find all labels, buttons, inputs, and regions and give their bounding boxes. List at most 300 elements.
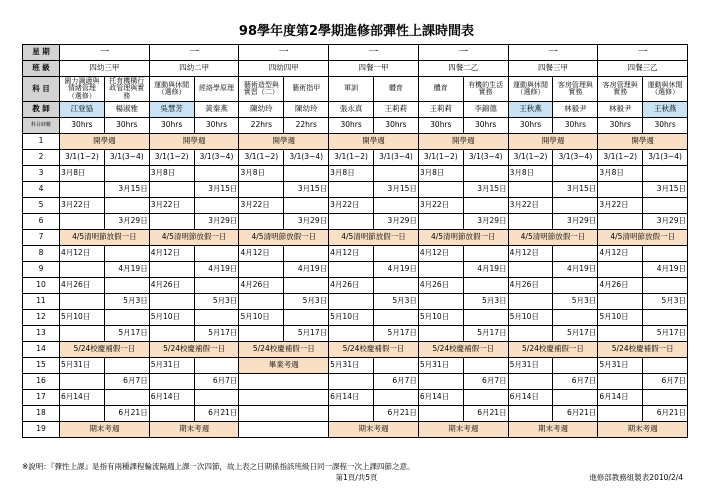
- date-cell: 3月8日: [508, 166, 553, 182]
- weekday-cell: 一: [60, 45, 150, 61]
- teacher-cell: 王莉莉: [374, 102, 419, 118]
- table-row: [23, 214, 688, 230]
- hours-cell: 30hrs: [374, 118, 419, 134]
- date-cell: 6月7日: [194, 374, 239, 390]
- weekday-row: [23, 45, 688, 61]
- blank-cell: [239, 390, 329, 406]
- date-cell: 4月19日: [553, 262, 598, 278]
- date-cell: 3月15日: [374, 182, 419, 198]
- date-cell: 6月7日: [463, 374, 508, 390]
- empty-cell: [149, 182, 194, 198]
- row-number: 4: [23, 182, 60, 198]
- schedule-table: [22, 44, 688, 438]
- empty-cell: [418, 326, 463, 342]
- teacher-cell: 陳幼玲: [239, 102, 284, 118]
- date-cell: 6月21日: [463, 406, 508, 422]
- empty-cell: [149, 374, 194, 390]
- class-cell: 四餐三甲: [508, 61, 598, 77]
- date-cell: 3/1(3~4): [553, 150, 598, 166]
- date-cell: 4月12日: [418, 246, 463, 262]
- empty-cell: [598, 326, 643, 342]
- date-cell: 5月17日: [374, 326, 419, 342]
- table-row: [23, 134, 688, 150]
- weekday-cell: 一: [418, 45, 508, 61]
- date-cell: 5月3日: [284, 294, 329, 310]
- weekday-cell: 一: [149, 45, 239, 61]
- date-cell: 3月15日: [553, 182, 598, 198]
- date-cell: 6月21日: [104, 406, 149, 422]
- empty-cell: [463, 358, 508, 374]
- table-row: [23, 326, 688, 342]
- subject-label: 科 目: [23, 77, 60, 102]
- table-row: [23, 230, 688, 246]
- date-cell: 4月19日: [194, 262, 239, 278]
- empty-cell: [104, 390, 149, 406]
- date-cell: 4月19日: [284, 262, 329, 278]
- teacher-cell: 王秋燕: [508, 102, 553, 118]
- date-cell: 5月31日: [508, 358, 553, 374]
- empty-cell: [508, 294, 553, 310]
- empty-cell: [60, 182, 105, 198]
- empty-cell: [374, 246, 419, 262]
- table-row: [23, 374, 688, 390]
- teacher-cell: 王秋燕: [643, 102, 688, 118]
- event-cell: 期末考週: [329, 422, 419, 438]
- empty-cell: [329, 406, 374, 422]
- hours-cell: 30hrs: [104, 118, 149, 134]
- date-cell: 4月12日: [508, 246, 553, 262]
- empty-cell: [239, 262, 284, 278]
- date-cell: 3月8日: [418, 166, 463, 182]
- empty-cell: [149, 326, 194, 342]
- teacher-cell: 王莉莉: [418, 102, 463, 118]
- event-cell: 期末考週: [149, 422, 239, 438]
- date-cell: 4月19日: [643, 262, 688, 278]
- empty-cell: [60, 214, 105, 230]
- empty-cell: [508, 182, 553, 198]
- empty-cell: [463, 310, 508, 326]
- page-title: 98學年度第2學期進修部彈性上課時間表: [238, 24, 475, 39]
- date-cell: 5月10日: [239, 310, 284, 326]
- event-cell: 開學週: [418, 134, 508, 150]
- empty-cell: [598, 374, 643, 390]
- class-cell: 四幼二甲: [149, 61, 239, 77]
- date-cell: 3月29日: [463, 214, 508, 230]
- date-cell: 4月26日: [239, 278, 284, 294]
- empty-cell: [284, 310, 329, 326]
- row-number: 5: [23, 198, 60, 214]
- teacher-cell: 江登協: [60, 102, 105, 118]
- empty-cell: [598, 294, 643, 310]
- date-cell: 3月22日: [239, 198, 284, 214]
- date-cell: 4月12日: [60, 246, 105, 262]
- event-cell: 4/5清明節放假一日: [329, 230, 419, 246]
- blank-cell: [239, 374, 329, 390]
- table-row: [23, 422, 688, 438]
- hours-cell: 30hrs: [598, 118, 643, 134]
- empty-cell: [643, 390, 688, 406]
- empty-cell: [643, 246, 688, 262]
- date-cell: 5月31日: [60, 358, 105, 374]
- event-cell: 5/24校慶補假一日: [329, 342, 419, 358]
- date-cell: 3/1(1~2): [329, 150, 374, 166]
- date-cell: 5月10日: [418, 310, 463, 326]
- empty-cell: [329, 326, 374, 342]
- table-row: [23, 182, 688, 198]
- empty-cell: [284, 246, 329, 262]
- row-number: 7: [23, 230, 60, 246]
- date-cell: 3月29日: [194, 214, 239, 230]
- date-cell: 4月26日: [418, 278, 463, 294]
- table-row: [23, 278, 688, 294]
- empty-cell: [598, 406, 643, 422]
- empty-cell: [508, 406, 553, 422]
- empty-cell: [60, 406, 105, 422]
- date-cell: 5月17日: [643, 326, 688, 342]
- row-number: 13: [23, 326, 60, 342]
- empty-cell: [194, 310, 239, 326]
- empty-cell: [149, 294, 194, 310]
- event-cell: 開學週: [598, 134, 688, 150]
- empty-cell: [329, 214, 374, 230]
- date-cell: 3/1(3~4): [374, 150, 419, 166]
- date-cell: 3月15日: [643, 182, 688, 198]
- empty-cell: [149, 262, 194, 278]
- date-cell: 6月21日: [374, 406, 419, 422]
- empty-cell: [60, 326, 105, 342]
- class-cell: 四幼四甲: [239, 61, 329, 77]
- teacher-cell: 楊淑雅: [104, 102, 149, 118]
- row-number: 19: [23, 422, 60, 438]
- date-cell: 3月22日: [598, 198, 643, 214]
- empty-cell: [643, 358, 688, 374]
- date-cell: 3月22日: [418, 198, 463, 214]
- class-cell: 四餐一甲: [329, 61, 419, 77]
- date-cell: 3月8日: [149, 166, 194, 182]
- empty-cell: [508, 214, 553, 230]
- hours-cell: 30hrs: [643, 118, 688, 134]
- row-number: 2: [23, 150, 60, 166]
- hours-cell: 30hrs: [553, 118, 598, 134]
- row-number: 8: [23, 246, 60, 262]
- date-cell: 6月14日: [329, 390, 374, 406]
- subject-cell: 有機的生活實務: [463, 77, 508, 102]
- date-cell: 5月10日: [508, 310, 553, 326]
- date-cell: 3月29日: [553, 214, 598, 230]
- empty-cell: [418, 294, 463, 310]
- date-cell: 6月7日: [553, 374, 598, 390]
- empty-cell: [418, 262, 463, 278]
- empty-cell: [508, 262, 553, 278]
- event-cell: 4/5清明節放假一日: [60, 230, 150, 246]
- empty-cell: [60, 294, 105, 310]
- event-cell: 5/24校慶補假一日: [60, 342, 150, 358]
- teacher-row: [23, 102, 688, 118]
- empty-cell: [553, 166, 598, 182]
- date-cell: 3/1(1~2): [508, 150, 553, 166]
- event-cell: 開學週: [329, 134, 419, 150]
- date-cell: 5月10日: [149, 310, 194, 326]
- table-row: [23, 294, 688, 310]
- row-number: 16: [23, 374, 60, 390]
- empty-cell: [284, 198, 329, 214]
- date-cell: 4月19日: [463, 262, 508, 278]
- teacher-label: 教 師: [23, 102, 60, 118]
- event-cell: 開學週: [508, 134, 598, 150]
- date-cell: 3月29日: [643, 214, 688, 230]
- date-cell: 4月26日: [508, 278, 553, 294]
- date-cell: 5月10日: [60, 310, 105, 326]
- date-cell: 5月17日: [284, 326, 329, 342]
- hours-row: [23, 118, 688, 134]
- empty-cell: [149, 406, 194, 422]
- date-cell: 3月8日: [60, 166, 105, 182]
- hours-cell: 30hrs: [149, 118, 194, 134]
- date-cell: 5月3日: [553, 294, 598, 310]
- empty-cell: [239, 294, 284, 310]
- date-cell: 3月15日: [194, 182, 239, 198]
- date-cell: 3月22日: [508, 198, 553, 214]
- date-cell: 6月14日: [149, 390, 194, 406]
- footnote: ※說明：『彈性上課』是指有兩種課程輪流隔週上課一次四節，故上表之日期係指該班級日同一課程一次上課四節之意。: [22, 462, 415, 471]
- date-cell: 3/1(1~2): [60, 150, 105, 166]
- date-cell: 5月31日: [418, 358, 463, 374]
- weekday-cell: 一: [239, 45, 329, 61]
- empty-cell: [284, 278, 329, 294]
- hours-cell: 22hrs: [284, 118, 329, 134]
- event-cell: 畢業考週: [239, 358, 329, 374]
- date-cell: 5月31日: [149, 358, 194, 374]
- empty-cell: [239, 214, 284, 230]
- date-cell: 3/1(3~4): [194, 150, 239, 166]
- empty-cell: [463, 390, 508, 406]
- teacher-cell: 陳幼玲: [284, 102, 329, 118]
- empty-cell: [194, 358, 239, 374]
- empty-cell: [553, 278, 598, 294]
- event-cell: 期末考週: [508, 422, 598, 438]
- empty-cell: [284, 166, 329, 182]
- date-cell: 4月12日: [239, 246, 284, 262]
- date-cell: 5月10日: [329, 310, 374, 326]
- date-cell: 3/1(1~2): [418, 150, 463, 166]
- date-cell: 3月15日: [463, 182, 508, 198]
- empty-cell: [239, 182, 284, 198]
- row-number: 10: [23, 278, 60, 294]
- table-row: [23, 198, 688, 214]
- table-row: [23, 150, 688, 166]
- empty-cell: [60, 374, 105, 390]
- date-cell: 3/1(3~4): [104, 150, 149, 166]
- empty-cell: [508, 326, 553, 342]
- date-cell: 6月14日: [508, 390, 553, 406]
- maker-credit: 進修部教務組製表2010/2/4: [589, 473, 683, 482]
- empty-cell: [374, 198, 419, 214]
- date-cell: 3/1(1~2): [149, 150, 194, 166]
- empty-cell: [104, 166, 149, 182]
- teacher-cell: 張永真: [329, 102, 374, 118]
- empty-cell: [553, 198, 598, 214]
- event-cell: 5/24校慶補假一日: [239, 342, 329, 358]
- empty-cell: [104, 278, 149, 294]
- subject-cell: 體育: [374, 77, 419, 102]
- weekday-cell: 一: [598, 45, 688, 61]
- empty-cell: [194, 198, 239, 214]
- empty-cell: [149, 214, 194, 230]
- row-number: 6: [23, 214, 60, 230]
- date-cell: 5月31日: [329, 358, 374, 374]
- event-cell: 開學週: [149, 134, 239, 150]
- empty-cell: [104, 198, 149, 214]
- empty-cell: [598, 262, 643, 278]
- date-cell: 3月29日: [284, 214, 329, 230]
- date-cell: 5月3日: [104, 294, 149, 310]
- row-number: 15: [23, 358, 60, 374]
- class-cell: 四餐二乙: [418, 61, 508, 77]
- date-cell: 3月22日: [149, 198, 194, 214]
- date-cell: 3月29日: [104, 214, 149, 230]
- empty-cell: [374, 358, 419, 374]
- empty-cell: [194, 246, 239, 262]
- hours-cell: 30hrs: [194, 118, 239, 134]
- date-cell: 6月7日: [643, 374, 688, 390]
- date-cell: 5月3日: [194, 294, 239, 310]
- teacher-cell: 李錦德: [463, 102, 508, 118]
- date-cell: 6月14日: [60, 390, 105, 406]
- table-row: [23, 246, 688, 262]
- event-cell: 4/5清明節放假一日: [149, 230, 239, 246]
- empty-cell: [553, 390, 598, 406]
- date-cell: 6月14日: [418, 390, 463, 406]
- class-row: [23, 61, 688, 77]
- empty-cell: [463, 166, 508, 182]
- row-number: 9: [23, 262, 60, 278]
- date-cell: 3月22日: [60, 198, 105, 214]
- date-cell: 6月7日: [104, 374, 149, 390]
- empty-cell: [418, 182, 463, 198]
- event-cell: 開學週: [239, 134, 329, 150]
- date-cell: 5月17日: [463, 326, 508, 342]
- event-cell: 4/5清明節放假一日: [239, 230, 329, 246]
- table-row: [23, 310, 688, 326]
- table-row: [23, 406, 688, 422]
- date-cell: 3月15日: [104, 182, 149, 198]
- blank-cell: [239, 406, 329, 422]
- empty-cell: [463, 198, 508, 214]
- teacher-cell: 林毅尹: [598, 102, 643, 118]
- empty-cell: [374, 166, 419, 182]
- empty-cell: [598, 214, 643, 230]
- empty-cell: [104, 310, 149, 326]
- date-cell: 6月7日: [374, 374, 419, 390]
- hours-cell: 30hrs: [508, 118, 553, 134]
- event-cell: 5/24校慶補假一日: [598, 342, 688, 358]
- row-number: 14: [23, 342, 60, 358]
- date-cell: 6月21日: [194, 406, 239, 422]
- date-cell: 3/1(1~2): [239, 150, 284, 166]
- row-number: 17: [23, 390, 60, 406]
- event-cell: 開學週: [60, 134, 150, 150]
- empty-cell: [463, 278, 508, 294]
- table-row: [23, 342, 688, 358]
- date-cell: 5月3日: [374, 294, 419, 310]
- subject-cell: 藝術造型與實習（二）: [239, 77, 284, 102]
- event-cell: 5/24校慶補假一日: [149, 342, 239, 358]
- empty-cell: [643, 166, 688, 182]
- empty-cell: [418, 214, 463, 230]
- hours-cell: 22hrs: [239, 118, 284, 134]
- empty-cell: [374, 278, 419, 294]
- date-cell: 3月29日: [374, 214, 419, 230]
- subject-cell: 經絡學原理: [194, 77, 239, 102]
- date-cell: 5月3日: [643, 294, 688, 310]
- date-cell: 4月26日: [149, 278, 194, 294]
- empty-cell: [598, 182, 643, 198]
- date-cell: 6月21日: [553, 406, 598, 422]
- hours-cell: 30hrs: [463, 118, 508, 134]
- date-cell: 3月8日: [239, 166, 284, 182]
- date-cell: 4月26日: [60, 278, 105, 294]
- date-cell: 3月8日: [598, 166, 643, 182]
- empty-cell: [418, 406, 463, 422]
- hours-cell: 30hrs: [60, 118, 105, 134]
- empty-cell: [60, 262, 105, 278]
- event-cell: 5/24校慶補假一日: [508, 342, 598, 358]
- empty-cell: [104, 246, 149, 262]
- date-cell: 4月19日: [104, 262, 149, 278]
- event-cell: 4/5清明節放假一日: [508, 230, 598, 246]
- empty-cell: [329, 294, 374, 310]
- date-cell: 5月17日: [194, 326, 239, 342]
- subject-cell: 體育: [418, 77, 463, 102]
- date-cell: 6月21日: [643, 406, 688, 422]
- hours-label: 科目時數: [23, 118, 60, 134]
- teacher-cell: 林毅尹: [553, 102, 598, 118]
- subject-cell: 運動與休閒（選修）: [508, 77, 553, 102]
- event-cell: 期末考週: [598, 422, 688, 438]
- class-cell: 四餐三乙: [598, 61, 688, 77]
- class-label: 班 級: [23, 61, 60, 77]
- empty-cell: [553, 310, 598, 326]
- date-cell: 3月8日: [329, 166, 374, 182]
- empty-cell: [418, 374, 463, 390]
- table-row: [23, 166, 688, 182]
- date-cell: 4月12日: [149, 246, 194, 262]
- date-cell: 4月26日: [329, 278, 374, 294]
- weekday-label: 星 期: [23, 45, 60, 61]
- subject-cell: 客房管理與實務: [553, 77, 598, 102]
- subject-cell: 軍訓: [329, 77, 374, 102]
- subject-cell: 運動與休閒（選修）: [149, 77, 194, 102]
- empty-cell: [374, 390, 419, 406]
- date-cell: 4月26日: [598, 278, 643, 294]
- row-number: 3: [23, 166, 60, 182]
- date-cell: 5月31日: [598, 358, 643, 374]
- empty-cell: [194, 390, 239, 406]
- date-cell: 5月17日: [553, 326, 598, 342]
- event-cell: 期末考週: [418, 422, 508, 438]
- table-row: [23, 358, 688, 374]
- row-number: 18: [23, 406, 60, 422]
- empty-cell: [463, 246, 508, 262]
- date-cell: 3月15日: [284, 182, 329, 198]
- subject-cell: 客房管理與實務: [598, 77, 643, 102]
- row-number: 1: [23, 134, 60, 150]
- date-cell: 5月3日: [463, 294, 508, 310]
- table-row: [23, 390, 688, 406]
- date-cell: 4月12日: [329, 246, 374, 262]
- row-number: 11: [23, 294, 60, 310]
- date-cell: 6月14日: [598, 390, 643, 406]
